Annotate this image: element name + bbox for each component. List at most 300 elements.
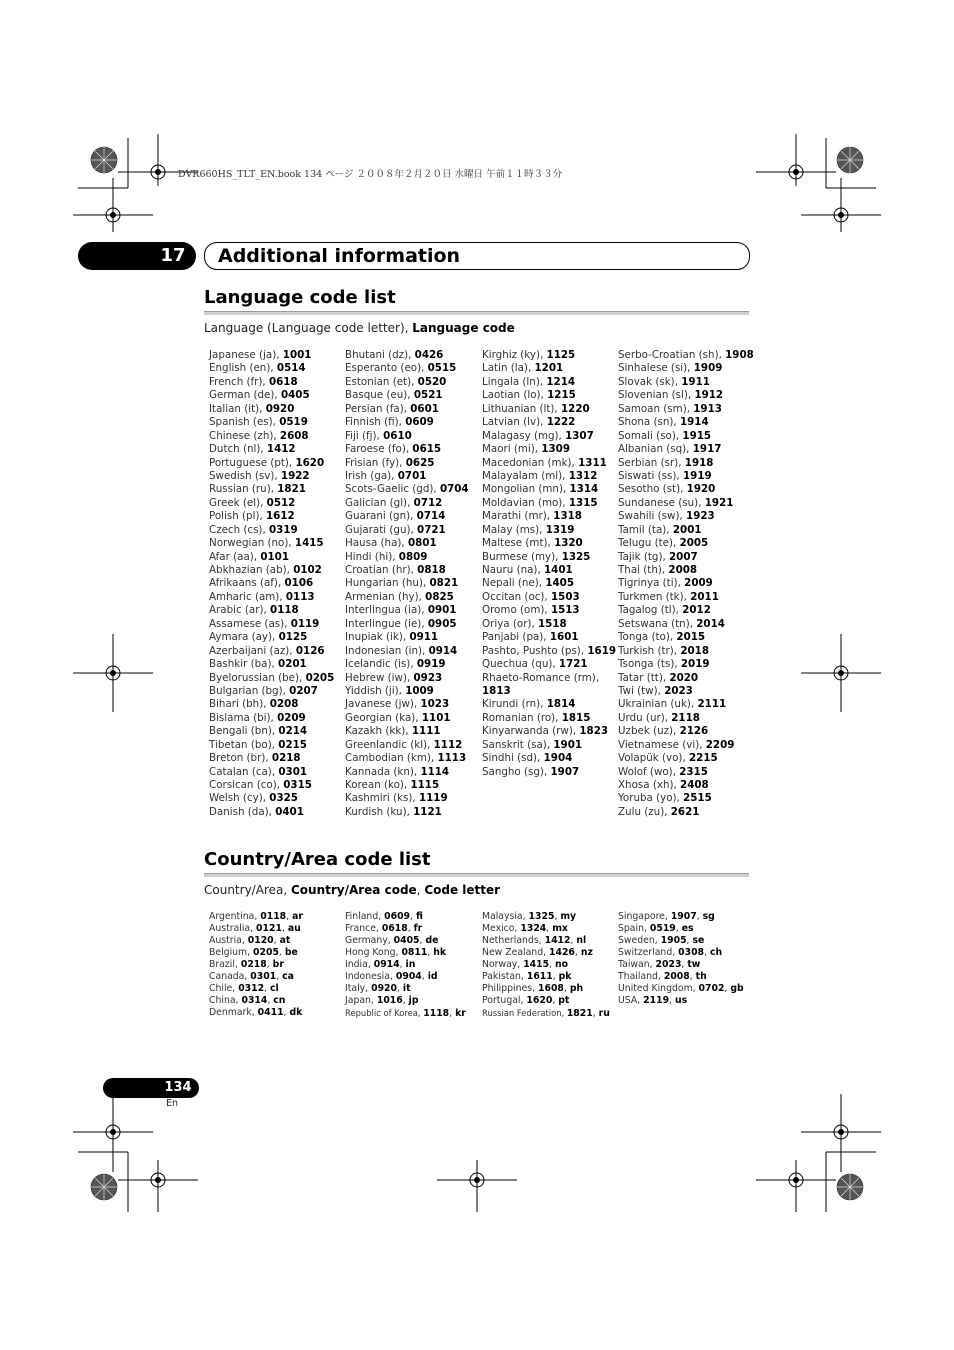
language-code: 2019 [680,658,710,671]
country-entry [345,971,466,983]
language-entry [482,497,616,510]
language-code: 1601 [549,631,579,644]
language-code: 0914 [428,644,458,657]
country-entry [209,911,303,923]
language-entry [618,766,754,779]
language-name: Afar (aa), [209,550,261,563]
language-name: Sesotho (st), [618,483,687,496]
language-code: 2111 [697,698,727,711]
country-code: 1907 [670,911,697,922]
country-entry [482,911,610,923]
separator: , [592,1008,599,1019]
language-code: 1813 [482,684,511,697]
language-entry [482,698,616,711]
language-code: 0426 [414,349,444,361]
language-name: Bashkir (ba), [209,658,279,671]
country-code-letter: fr [413,923,423,934]
language-name: Sangho (sg), [482,765,551,778]
language-code: 1315 [568,496,598,509]
language-entry [345,362,469,375]
language-entry [209,376,334,389]
language-name: Corsican (co), [209,779,284,791]
language-entry [345,752,469,765]
country-code: 0121 [256,923,282,934]
language-entry [209,806,334,819]
country-entry [618,983,744,995]
language-entry [345,389,469,402]
language-name: Moldavian (mo), [482,496,569,509]
language-code: 1201 [534,362,564,375]
language-entry [618,403,754,416]
language-entry [345,564,469,577]
country-code-letter: br [272,959,284,970]
country-entry [482,983,610,995]
language-code: 1901 [553,738,583,751]
language-name: Vietnamese (vi), [618,738,706,751]
language-name: Breton (br), [209,752,272,765]
language-name: Slovenian (sl), [618,389,695,402]
language-entry [618,779,754,792]
country-name: Republic of Korea, [345,1008,424,1018]
country-name: Belgium, [209,947,254,958]
country-name: France, [345,923,382,934]
language-code: 0701 [397,469,427,482]
country-code-letter: jp [408,995,419,1006]
language-code: 0512 [266,496,296,509]
country-entry [209,935,303,947]
language-code: 0704 [439,483,469,496]
language-code: 0519 [279,416,308,429]
language-name: Kannada (kn), [345,765,421,778]
language-entry [345,457,469,470]
language-name: Afrikaans (af), [209,577,285,590]
language-name: Twi (tw), [618,684,665,697]
language-code: 2315 [679,765,708,778]
language-column [482,349,616,779]
language-code: 0125 [278,631,308,644]
language-entry [618,685,754,698]
country-entry [345,995,466,1007]
language-entry [482,672,616,685]
language-entry [618,416,754,429]
language-entry [482,510,616,523]
language-name: Urdu (ur), [618,711,672,724]
language-code: 2118 [671,711,700,724]
country-entry [209,1007,303,1019]
language-name: Latin (la), [482,362,535,375]
separator: , [421,971,428,982]
language-entry [209,739,334,752]
language-code: 0205 [305,671,335,684]
language-name: Yiddish (ji), [345,684,406,697]
language-name: Bislama (bi), [209,711,278,724]
language-code: 0514 [276,362,306,375]
country-code-letter: gb [730,983,744,994]
language-entry [618,658,754,671]
language-name: Azerbaijani (az), [209,644,296,657]
country-entry [345,923,466,935]
language-code: 0601 [410,402,439,415]
language-name: Setswana (tn), [618,617,697,630]
separator: , [552,971,559,982]
separator: , [563,983,570,994]
country-code: 1325 [528,911,555,922]
country-name: Indonesia, [345,971,396,982]
country-code-letter: ru [598,1008,610,1019]
country-code-letter: pk [558,971,572,982]
language-entry [345,497,469,510]
language-entry [345,470,469,483]
language-entry [482,524,616,537]
language-name: Kinyarwanda (rw), [482,725,580,738]
separator: , [402,995,409,1006]
language-name: Latvian (lv), [482,416,547,429]
country-code: 0411 [257,1007,284,1018]
language-name: Tamil (ta), [618,523,673,536]
language-entry [209,591,334,604]
language-code: 1513 [550,604,580,617]
language-entry [618,577,754,590]
language-name: Bulgarian (bg), [209,684,290,697]
language-name: Yoruba (yo), [618,792,684,805]
country-intro: Country/Area, Country/Area code, Code letter [204,883,501,897]
country-name: Singapore, [618,911,671,922]
language-entry [209,645,334,658]
country-code: 0519 [649,923,676,934]
language-code: 0515 [427,362,457,375]
language-code: 1119 [418,792,448,805]
language-entry [209,766,334,779]
separator: , [681,959,688,970]
language-name: Wolof (wo), [618,765,680,778]
language-entry [482,362,616,375]
country-code-letter: ca [282,971,294,982]
language-code: 2126 [679,725,709,738]
separator: , [549,959,555,970]
language-name: Bhutani (dz), [345,349,415,361]
country-name: Mexico, [482,923,521,934]
language-code: 0126 [295,644,325,657]
country-name: Chile, [209,983,239,994]
language-code: 1918 [684,456,714,469]
country-entry [345,947,466,959]
country-code-letter: cl [270,983,279,994]
language-name: Sanskrit (sa), [482,738,554,751]
chapter-number: 17 [160,245,186,266]
language-name: Turkish (tr), [618,644,681,657]
language-name: Samoan (sm), [618,402,694,415]
language-name: Kazakh (kk), [345,725,412,738]
language-code: 1125 [546,349,576,361]
language-code: 0201 [278,658,307,671]
language-code: 2215 [689,752,718,765]
country-code-letter: kr [455,1008,466,1019]
language-code: 2020 [669,671,699,684]
language-code: 2014 [696,617,725,630]
language-entry [618,792,754,805]
language-entry [618,470,754,483]
separator: , [264,983,270,994]
language-entry [209,349,334,362]
language-code: 0118 [270,604,299,617]
language-name: Polish (pl), [209,510,267,523]
language-name: Malay (ms), [482,523,546,536]
country-code: 0218 [240,959,267,970]
country-code: 0312 [238,983,265,994]
language-name: Bengali (bn), [209,725,279,738]
country-code: 0920 [371,983,397,994]
country-column [618,911,744,1007]
country-code-letter: us [674,995,688,1006]
language-name: Interlingua (ia), [345,604,428,617]
language-code: 0625 [405,456,435,469]
country-code: 2023 [655,959,682,970]
language-code: 1121 [413,805,442,818]
language-code: 0919 [416,658,446,671]
language-entry [209,510,334,523]
language-entry [618,604,754,617]
language-name: Thai (th), [618,564,669,576]
language-name: Swedish (sv), [209,469,281,482]
language-name: Bihari (bh), [209,698,270,711]
country-code-letter: ar [292,911,303,922]
language-entry [618,537,754,550]
language-code: 1911 [681,375,710,388]
country-name: India, [345,959,374,970]
separator: , [689,971,696,982]
language-name: Javanese (jw), [345,698,421,711]
language-code: 2008 [668,564,698,576]
country-code: 0904 [395,971,422,982]
language-entry [209,577,334,590]
language-entry [345,403,469,416]
language-entry [618,443,754,456]
language-code: 1312 [568,469,598,482]
language-entry [209,564,334,577]
country-name: Brazil, [209,959,241,970]
language-entry [482,551,616,564]
language-code: 0102 [293,564,322,576]
language-name: Tonga (to), [618,631,677,644]
language-name: Marathi (mr), [482,510,554,523]
language-code: 1222 [546,416,576,429]
country-code-letter: dk [289,1007,303,1018]
language-entry [209,792,334,805]
language-code: 2009 [684,577,713,590]
language-name: Swahili (sw), [618,510,687,523]
language-entry [618,618,754,631]
country-code-letter: es [681,923,694,934]
country-name: United Kingdom, [618,983,699,994]
country-name: Japan, [345,995,377,1006]
language-name: Turkmen (tk), [618,590,691,603]
language-name: Malagasy (mg), [482,429,566,442]
language-entry [482,712,616,725]
separator: , [283,1007,290,1018]
country-entry [618,995,744,1007]
separator: , [686,935,693,946]
country-code: 1016 [376,995,403,1006]
country-code: 2119 [643,995,670,1006]
language-entry [209,524,334,537]
language-code: 1114 [420,765,450,778]
separator: , [286,911,293,922]
language-code: 1318 [553,510,582,523]
language-name: Occitan (oc), [482,590,551,603]
country-entry [209,947,303,959]
country-code: 0301 [250,971,277,982]
language-code: 0905 [427,617,457,630]
language-code: 1314 [569,483,599,496]
country-entry [482,959,610,971]
language-name: Oriya (or), [482,617,538,630]
language-code: 0521 [413,389,443,402]
language-name: Greenlandic (kl), [345,738,434,751]
country-name: Malaysia, [482,911,529,922]
language-code: 1919 [682,469,712,482]
language-entry [618,672,754,685]
country-code: 2008 [663,971,690,982]
language-code: 0821 [429,577,459,590]
language-code: 0801 [407,537,437,550]
language-entry [618,430,754,443]
language-code: 1112 [433,738,463,751]
language-code: 1821 [277,483,306,496]
language-entry [482,591,616,604]
separator: , [276,971,283,982]
language-entry [209,537,334,550]
language-name: Russian (ru), [209,483,278,496]
language-entry [209,752,334,765]
language-name: Panjabi (pa), [482,631,550,644]
language-name: Byelorussian (be), [209,671,306,684]
language-name: Tibetan (bo), [209,738,279,751]
language-code: 1320 [554,537,583,550]
country-code: 0609 [384,911,411,922]
language-code: 1401 [544,564,573,576]
language-entry [345,739,469,752]
language-name: Uzbek (uz), [618,725,680,738]
language-name: Greek (el), [209,496,267,509]
language-entry [618,725,754,738]
language-name: Sinhalese (si), [618,362,694,375]
language-entry [618,564,754,577]
language-entry [209,443,334,456]
language-code: 0818 [417,564,446,576]
country-code: 0702 [698,983,725,994]
language-code: 1214 [546,375,576,388]
country-code: 1905 [660,935,687,946]
country-name: Norway, [482,959,524,970]
language-code: 0405 [280,389,310,402]
language-entry [482,564,616,577]
language-code: 1907 [550,765,580,778]
language-name: Persian (fa), [345,402,411,415]
country-section-title: Country/Area code list [204,849,431,870]
language-code: 0215 [278,738,307,751]
language-name: Georgian (ka), [345,711,422,724]
country-name: New Zealand, [482,947,550,958]
language-entry [618,457,754,470]
language-code: 0401 [275,805,304,818]
language-code: 0218 [271,752,301,765]
language-name: Japanese (ja), [209,349,283,361]
country-code-letter: tw [687,959,701,970]
country-name: China, [209,995,242,1006]
language-entry [482,537,616,550]
language-code: 0520 [417,375,447,388]
language-name: Icelandic (is), [345,658,417,671]
language-name: Lingala (ln), [482,375,547,388]
language-name: Croatian (hr), [345,564,418,576]
language-entry [618,551,754,564]
separator: , [427,947,434,958]
country-column [209,911,303,1019]
language-entry [345,685,469,698]
language-code: 1023 [420,698,450,711]
country-code: 0314 [241,995,268,1006]
language-name: Italian (it), [209,402,266,415]
separator: , [281,923,288,934]
language-code: 1914 [679,416,709,429]
language-entry [345,618,469,631]
language-code: 2621 [670,805,700,818]
language-code: 2515 [683,792,712,805]
language-name: Danish (da), [209,805,276,818]
language-entry [618,497,754,510]
language-name: Kurdish (ku), [345,805,414,818]
language-code: 1111 [411,725,441,738]
country-entry [209,923,303,935]
country-code: 0205 [253,947,279,958]
country-column [345,911,466,1019]
language-entry [482,752,616,765]
language-name: Guarani (gn), [345,510,417,523]
language-code: 2015 [676,631,706,644]
country-name: Australia, [209,923,257,934]
language-name: Romanian (ro), [482,711,562,724]
language-code: 1009 [405,684,434,697]
language-code: 0208 [269,698,299,711]
language-entry [345,524,469,537]
language-entry [618,712,754,725]
language-section-title: Language code list [204,287,396,308]
language-code: 1620 [295,456,325,469]
separator: , [278,947,285,958]
country-name: Argentina, [209,911,261,922]
language-entry [209,672,334,685]
language-name: Somali (so), [618,429,683,442]
language-code: 0609 [405,416,434,429]
language-code: 1113 [437,752,467,765]
language-code: 1721 [558,658,588,671]
language-code: 0106 [284,577,314,590]
language-code: 1814 [546,698,576,711]
separator: , [449,1008,456,1019]
language-code: 0911 [409,631,439,644]
language-name: Inupiak (ik), [345,631,410,644]
country-name: Netherlands, [482,935,545,946]
country-name: Taiwan, [618,959,656,970]
language-entry [345,604,469,617]
country-code: 1412 [544,935,571,946]
separator: , [273,935,280,946]
language-code: 1823 [579,725,609,738]
country-name: Germany, [345,935,394,946]
language-name: Ukrainian (uk), [618,698,698,711]
language-entry [345,645,469,658]
page-number: 134 [164,1080,192,1095]
